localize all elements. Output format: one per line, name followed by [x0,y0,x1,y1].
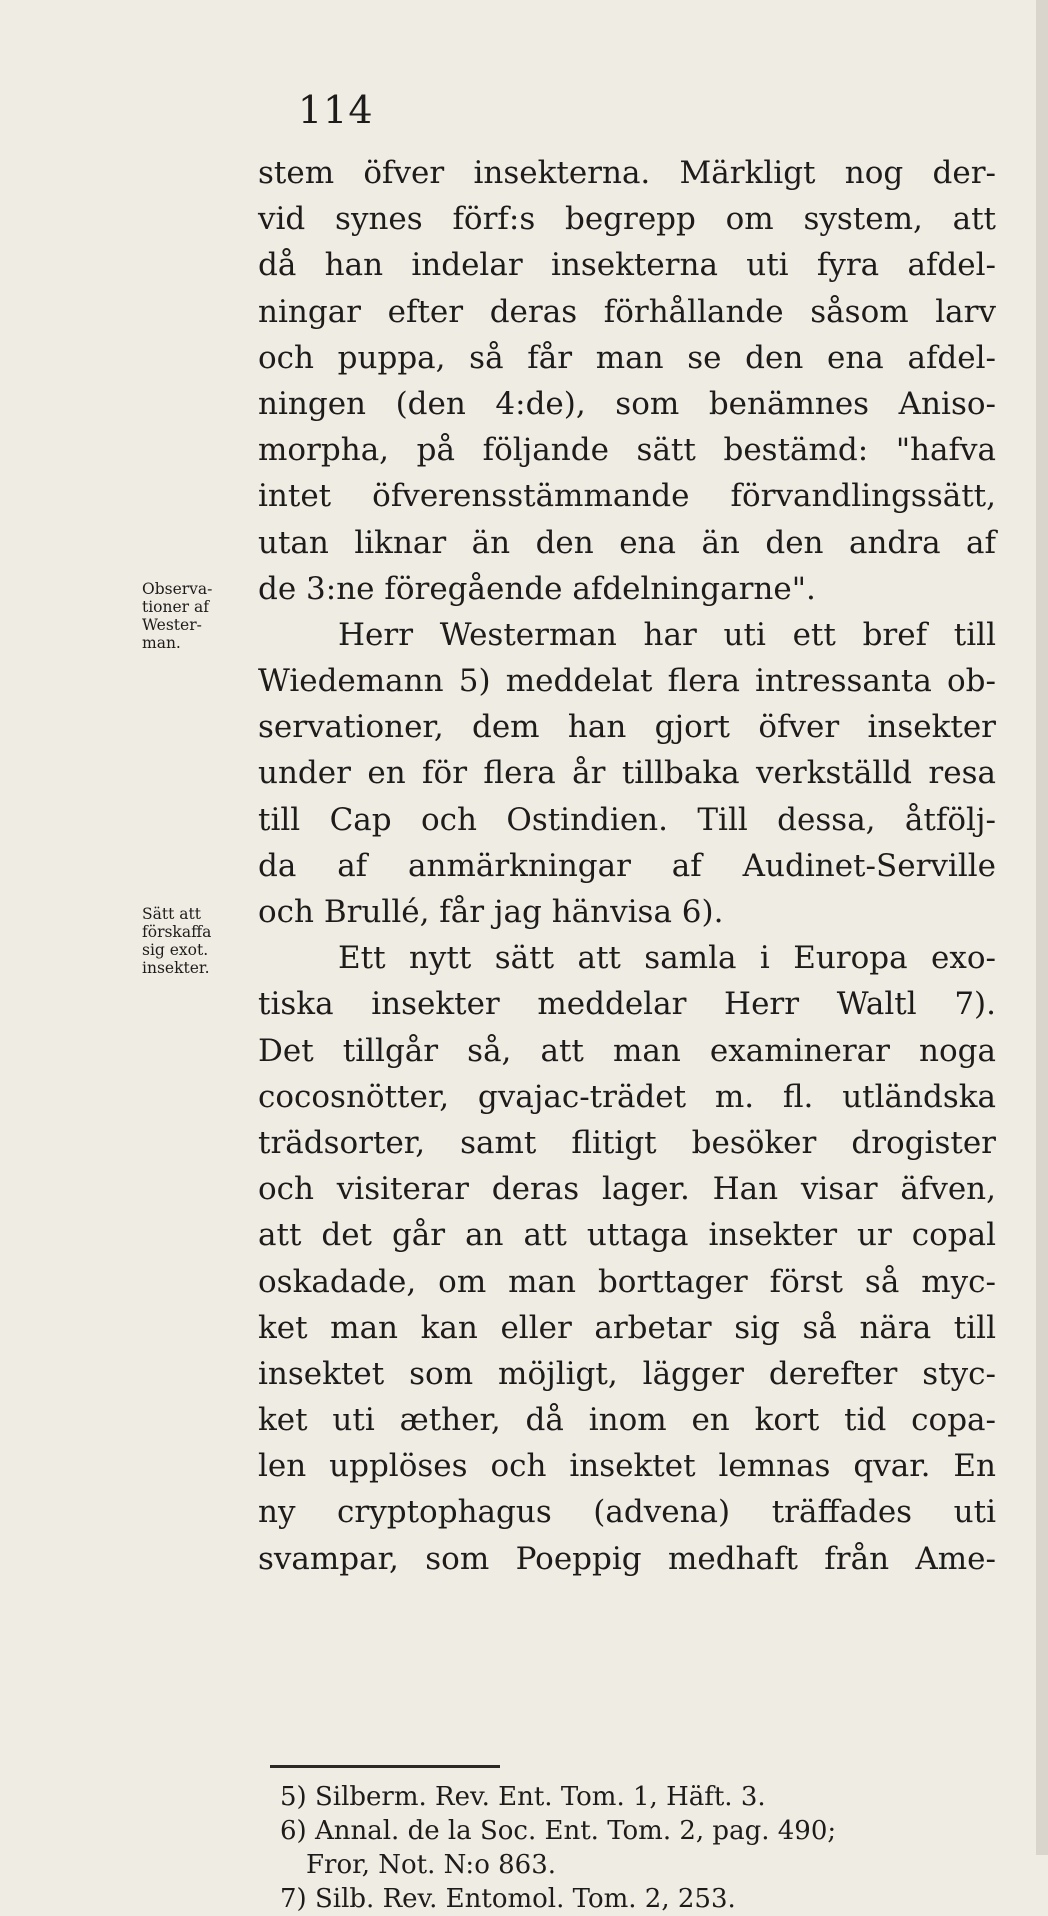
text-line: len upplöses och insektet lemnas qvar. En [258,1448,996,1485]
text-line: då han indelar insekterna uti fyra afdel- [258,247,996,284]
footnotes [280,1780,1000,1916]
text-line: de 3:ne föregående afdelningarne". [258,570,816,607]
margin-note-line: Wester- [142,616,202,634]
text-line: Wiedemann 5) meddelat flera intressanta ob- [258,663,996,700]
margin-note-line: insekter. [142,959,210,977]
text-line: Herr Westerman har uti ett bref till [338,616,996,653]
text-line: och puppa, så får man se den ena afdel- [258,339,996,376]
text-line: Ett nytt sätt att samla i Europa exo- [338,940,996,977]
text-line: ningar efter deras förhållande såsom larv [258,293,996,330]
page-edge-shadow [1036,0,1048,1855]
footnote: 6) Annal. de la Soc. Ent. Tom. 2, pag. 490; [280,1816,837,1846]
text-line: trädsorter, samt flitigt besöker drogister [258,1124,996,1161]
text-line: att det går an att uttaga insekter ur copal [258,1217,996,1254]
text-line: ket uti æther, då inom en kort tid copa- [258,1402,996,1439]
text-line: morpha, på följande sätt bestämd: "hafva [258,432,996,469]
text-line: da af anmärkningar af Audinet-Serville [258,847,996,884]
footnote: 5) Silberm. Rev. Ent. Tom. 1, Häft. 3. [280,1782,766,1812]
text-line: ket man kan eller arbetar sig så nära till [258,1309,996,1346]
text-line: och Brullé, får jag hänvisa 6). [258,894,724,930]
footnote: 7) Silb. Rev. Entomol. Tom. 2, 253. [280,1884,736,1914]
text-line: servationer, dem han gjort öfver insekter [258,709,996,746]
text-line: ningen (den 4:de), som benämnes Aniso- [258,385,996,422]
text-line: Det tillgår så, att man examinerar noga [258,1032,996,1069]
margin-note-line: förskaffa [142,923,212,941]
text-line: intet öfverensstämmande förvandlingssätt, [258,478,996,515]
margin-note-line: sig exot. [142,941,209,959]
margin-note-line: Sätt att [142,905,201,923]
text-line: till Cap och Ostindien. Till dessa, åtfölj- [258,801,996,838]
margin-note-method [142,905,254,977]
margin-note-line: Observa- [142,580,213,598]
text-line: svampar, som Poeppig medhaft från Ame- [258,1540,996,1577]
footnote-rule [270,1765,500,1768]
text-line: cocosnötter, gvajac-trädet m. fl. utländska [258,1078,996,1115]
footnote: Fror, Not. N:o 863. [306,1850,556,1880]
page-number: 114 [298,88,374,132]
text-line: utan liknar än den ena än den andra af [258,524,996,561]
margin-note-observations [142,580,254,652]
text-line: stem öfver insekterna. Märkligt nog der- [258,155,996,191]
text-line: under en för flera år tillbaka verkställd resa [258,755,996,792]
text-line: vid synes förf:s begrepp om system, att [258,201,996,238]
text-line: ny cryptophagus (advena) träffades uti [258,1494,996,1531]
body-text [258,150,996,1582]
text-line: insektet som möjligt, lägger derefter styc- [258,1355,996,1392]
margin-note-line: tioner af [142,598,209,616]
text-line: oskadade, om man borttager först så myc- [258,1263,996,1300]
margin-note-line: man. [142,634,181,652]
text-line: och visiterar deras lager. Han visar äfven, [258,1171,996,1208]
text-line: tiska insekter meddelar Herr Waltl 7). [258,986,996,1023]
